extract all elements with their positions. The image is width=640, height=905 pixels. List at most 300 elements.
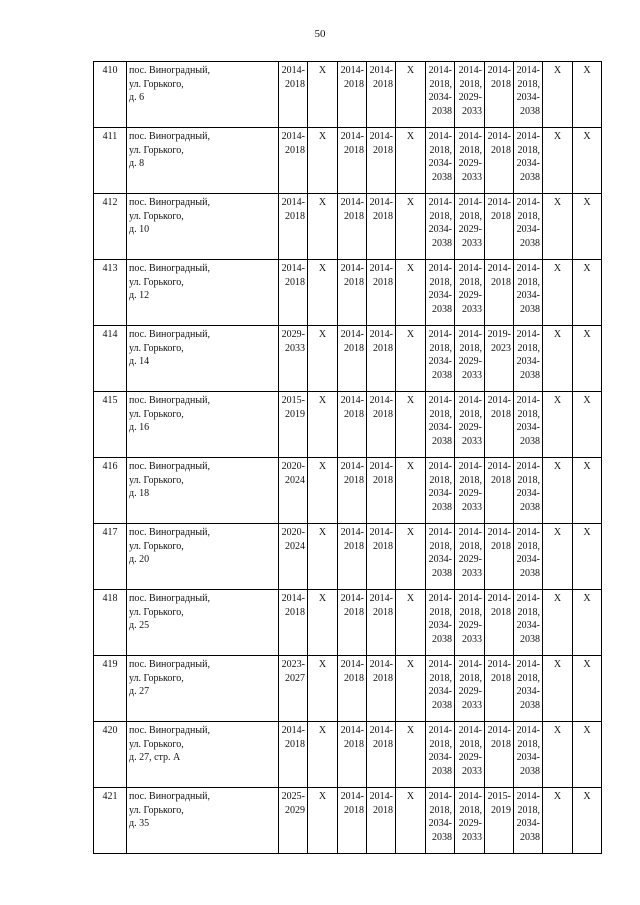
period-cell: [455, 392, 485, 458]
mark-cell: Х: [573, 524, 602, 590]
year-line: 2018,: [429, 210, 452, 222]
year-line: 2014-: [281, 65, 305, 76]
year-line: 2014-: [340, 263, 364, 274]
period-cell: [514, 62, 543, 128]
mark-cell: Х: [308, 722, 338, 788]
address-line: ул. Горького,: [129, 474, 184, 486]
row-number: 417: [94, 524, 127, 590]
table-row: [94, 524, 602, 590]
period-cell: [338, 62, 367, 128]
year-line: 2018: [373, 144, 393, 156]
table-row: [94, 128, 602, 194]
year-line: 2024: [285, 474, 305, 486]
year-line: 2018,: [459, 276, 482, 288]
period-cell: [514, 590, 543, 656]
mark-cell: Х: [573, 260, 602, 326]
year-line: 2020-: [281, 527, 305, 538]
year-line: 2033: [285, 342, 305, 354]
year-line: 2038: [520, 237, 540, 249]
year-line: 2029: [285, 804, 305, 816]
year-line: 2018,: [429, 408, 452, 420]
table-row: [94, 458, 602, 524]
year-line: 2014-: [487, 527, 511, 538]
address-cell: [127, 62, 279, 128]
period-cell: [279, 392, 308, 458]
year-line: 2029-: [458, 422, 482, 433]
year-line: 2029-: [458, 620, 482, 631]
address-line: пос. Виноградный,: [129, 395, 210, 406]
mark-cell: Х: [573, 458, 602, 524]
mark-cell: Х: [396, 524, 426, 590]
table-row: [94, 788, 602, 854]
address-cell: [127, 392, 279, 458]
period-cell: [455, 458, 485, 524]
year-line: 2014-: [487, 461, 511, 472]
year-line: 2014-: [428, 263, 452, 274]
period-cell: [514, 458, 543, 524]
period-cell: [426, 524, 455, 590]
year-line: 2038: [520, 171, 540, 183]
year-line: 2038: [520, 831, 540, 843]
address-line: пос. Виноградный,: [129, 593, 210, 604]
period-cell: [367, 722, 396, 788]
period-cell: [338, 260, 367, 326]
mark-cell: Х: [543, 524, 573, 590]
year-line: 2014-: [428, 527, 452, 538]
year-line: 2038: [432, 303, 452, 315]
year-line: 2019: [491, 804, 511, 816]
year-line: 2034-: [516, 224, 540, 235]
year-line: 2038: [432, 105, 452, 117]
address-line: д. 25: [129, 620, 150, 631]
year-line: 2014-: [369, 329, 393, 340]
period-cell: [338, 326, 367, 392]
year-line: 2018: [285, 78, 305, 90]
address-line: ул. Горького,: [129, 78, 184, 90]
period-cell: [455, 656, 485, 722]
row-number: 415: [94, 392, 127, 458]
year-line: 2014-: [369, 263, 393, 274]
year-line: 2018,: [429, 606, 452, 618]
year-line: 2038: [432, 567, 452, 579]
mark-cell: Х: [308, 260, 338, 326]
year-line: 2034-: [428, 290, 452, 301]
address-cell: [127, 326, 279, 392]
year-line: 2018: [344, 540, 364, 552]
period-cell: [455, 590, 485, 656]
year-line: 2014-: [428, 461, 452, 472]
page-number: 50: [314, 28, 326, 40]
period-cell: [485, 260, 514, 326]
year-line: 2018: [344, 78, 364, 90]
period-cell: [279, 326, 308, 392]
address-cell: [127, 590, 279, 656]
mark-cell: Х: [543, 194, 573, 260]
year-line: 2014-: [428, 593, 452, 604]
year-line: 2014-: [428, 395, 452, 406]
year-line: 2014-: [369, 725, 393, 736]
row-number: 418: [94, 590, 127, 656]
address-line: д. 6: [129, 92, 145, 103]
row-number: 411: [94, 128, 127, 194]
year-line: 2014-: [340, 395, 364, 406]
year-line: 2038: [432, 831, 452, 843]
year-line: 2018: [373, 738, 393, 750]
period-cell: [426, 458, 455, 524]
year-line: 2014-: [516, 659, 540, 670]
year-line: 2018: [373, 276, 393, 288]
year-line: 2014-: [428, 197, 452, 208]
period-cell: [338, 590, 367, 656]
mark-cell: Х: [543, 260, 573, 326]
address-line: пос. Виноградный,: [129, 65, 210, 76]
year-line: 2034-: [516, 158, 540, 169]
period-cell: [367, 590, 396, 656]
year-line: 2018,: [517, 210, 540, 222]
year-line: 2018: [491, 210, 511, 222]
year-line: 2038: [520, 765, 540, 777]
mark-cell: Х: [396, 128, 426, 194]
table-row: [94, 326, 602, 392]
row-number: 419: [94, 656, 127, 722]
address-line: пос. Виноградный,: [129, 263, 210, 274]
address-line: д. 35: [129, 818, 150, 829]
mark-cell: Х: [573, 656, 602, 722]
year-line: 2014-: [340, 791, 364, 802]
year-line: 2034-: [428, 158, 452, 169]
year-line: 2038: [432, 633, 452, 645]
year-line: 2014-: [516, 791, 540, 802]
mark-cell: Х: [543, 62, 573, 128]
year-line: 2014-: [458, 131, 482, 142]
year-line: 2018: [344, 474, 364, 486]
address-cell: [127, 788, 279, 854]
period-cell: [367, 128, 396, 194]
year-line: 2038: [520, 369, 540, 381]
period-cell: [279, 524, 308, 590]
year-line: 2018,: [459, 144, 482, 156]
table-row: [94, 656, 602, 722]
year-line: 2014-: [428, 659, 452, 670]
year-line: 2018: [344, 144, 364, 156]
year-line: 2018: [491, 606, 511, 618]
period-cell: [514, 722, 543, 788]
year-line: 2014-: [340, 593, 364, 604]
year-line: 2038: [432, 765, 452, 777]
address-line: пос. Виноградный,: [129, 461, 210, 472]
period-cell: [279, 590, 308, 656]
address-line: пос. Виноградный,: [129, 329, 210, 340]
year-line: 2034-: [516, 356, 540, 367]
mark-cell: Х: [573, 722, 602, 788]
year-line: 2018: [491, 672, 511, 684]
year-line: 2014-: [458, 593, 482, 604]
mark-cell: Х: [396, 326, 426, 392]
period-cell: [426, 392, 455, 458]
year-line: 2033: [462, 699, 482, 711]
year-line: 2034-: [516, 620, 540, 631]
year-line: 2018: [373, 804, 393, 816]
year-line: 2019-: [487, 329, 511, 340]
year-line: 2018,: [429, 342, 452, 354]
period-cell: [426, 194, 455, 260]
year-line: 2038: [520, 435, 540, 447]
period-cell: [485, 788, 514, 854]
mark-cell: Х: [543, 788, 573, 854]
year-line: 2018,: [429, 144, 452, 156]
period-cell: [338, 194, 367, 260]
period-cell: [455, 722, 485, 788]
mark-cell: Х: [396, 788, 426, 854]
year-line: 2018,: [517, 144, 540, 156]
year-line: 2034-: [516, 290, 540, 301]
year-line: 2034-: [516, 488, 540, 499]
row-number: 414: [94, 326, 127, 392]
period-cell: [485, 590, 514, 656]
mark-cell: Х: [396, 656, 426, 722]
year-line: 2014-: [369, 659, 393, 670]
year-line: 2014-: [458, 791, 482, 802]
year-line: 2018: [285, 738, 305, 750]
year-line: 2034-: [428, 92, 452, 103]
year-line: 2014-: [281, 263, 305, 274]
year-line: 2018: [373, 540, 393, 552]
year-line: 2034-: [516, 554, 540, 565]
row-number: 413: [94, 260, 127, 326]
year-line: 2015-: [281, 395, 305, 406]
year-line: 2018,: [517, 276, 540, 288]
mark-cell: Х: [396, 194, 426, 260]
year-line: 2015-: [487, 791, 511, 802]
address-cell: [127, 524, 279, 590]
year-line: 2018: [373, 672, 393, 684]
year-line: 2014-: [281, 131, 305, 142]
period-cell: [455, 260, 485, 326]
year-line: 2014-: [516, 527, 540, 538]
year-line: 2018: [344, 606, 364, 618]
year-line: 2018,: [459, 408, 482, 420]
year-line: 2018: [373, 210, 393, 222]
address-line: пос. Виноградный,: [129, 725, 210, 736]
year-line: 2014-: [458, 65, 482, 76]
year-line: 2038: [432, 435, 452, 447]
year-line: 2014-: [340, 527, 364, 538]
year-line: 2014-: [340, 725, 364, 736]
year-line: 2014-: [516, 461, 540, 472]
year-line: 2018,: [517, 342, 540, 354]
period-cell: [338, 458, 367, 524]
period-cell: [514, 260, 543, 326]
year-line: 2018,: [429, 540, 452, 552]
address-cell: [127, 128, 279, 194]
year-line: 2018: [491, 408, 511, 420]
period-cell: [455, 62, 485, 128]
year-line: 2018,: [517, 408, 540, 420]
year-line: 2014-: [458, 263, 482, 274]
period-cell: [426, 128, 455, 194]
year-line: 2033: [462, 303, 482, 315]
period-cell: [426, 260, 455, 326]
address-line: ул. Горького,: [129, 408, 184, 420]
row-number: 421: [94, 788, 127, 854]
table-row: [94, 392, 602, 458]
year-line: 2038: [432, 369, 452, 381]
year-line: 2018,: [517, 474, 540, 486]
year-line: 2018,: [459, 474, 482, 486]
period-cell: [426, 326, 455, 392]
year-line: 2018: [491, 540, 511, 552]
mark-cell: Х: [543, 590, 573, 656]
table-row: [94, 62, 602, 128]
year-line: 2014-: [369, 65, 393, 76]
mark-cell: Х: [308, 392, 338, 458]
mark-cell: Х: [396, 722, 426, 788]
address-line: д. 18: [129, 488, 150, 499]
address-line: ул. Горького,: [129, 738, 184, 750]
period-cell: [367, 392, 396, 458]
year-line: 2023-: [281, 659, 305, 670]
address-cell: [127, 458, 279, 524]
period-cell: [485, 128, 514, 194]
year-line: 2018: [373, 342, 393, 354]
year-line: 2018: [344, 210, 364, 222]
year-line: 2034-: [428, 422, 452, 433]
year-line: 2018: [344, 738, 364, 750]
period-cell: [367, 194, 396, 260]
year-line: 2014-: [487, 659, 511, 670]
period-cell: [485, 194, 514, 260]
period-cell: [514, 128, 543, 194]
period-cell: [485, 392, 514, 458]
period-cell: [338, 524, 367, 590]
address-line: ул. Горького,: [129, 144, 184, 156]
year-line: 2038: [520, 699, 540, 711]
year-line: 2033: [462, 831, 482, 843]
year-line: 2014-: [458, 527, 482, 538]
period-cell: [367, 260, 396, 326]
address-line: пос. Виноградный,: [129, 659, 210, 670]
period-cell: [485, 62, 514, 128]
table-row: [94, 260, 602, 326]
period-cell: [338, 656, 367, 722]
year-line: 2018: [344, 276, 364, 288]
year-line: 2034-: [428, 818, 452, 829]
year-line: 2018,: [429, 474, 452, 486]
year-line: 2014-: [458, 725, 482, 736]
period-cell: [338, 722, 367, 788]
year-line: 2018,: [517, 672, 540, 684]
year-line: 2014-: [340, 329, 364, 340]
address-line: ул. Горького,: [129, 606, 184, 618]
year-line: 2034-: [428, 488, 452, 499]
period-cell: [426, 62, 455, 128]
mark-cell: Х: [573, 590, 602, 656]
period-cell: [279, 788, 308, 854]
mark-cell: Х: [573, 62, 602, 128]
period-cell: [338, 128, 367, 194]
year-line: 2029-: [458, 554, 482, 565]
address-cell: [127, 260, 279, 326]
year-line: 2014-: [516, 197, 540, 208]
year-line: 2020-: [281, 461, 305, 472]
year-line: 2014-: [516, 329, 540, 340]
address-line: д. 10: [129, 224, 150, 235]
year-line: 2018: [344, 342, 364, 354]
period-cell: [485, 326, 514, 392]
year-line: 2029-: [458, 752, 482, 763]
mark-cell: Х: [543, 128, 573, 194]
period-cell: [455, 326, 485, 392]
mark-cell: Х: [308, 656, 338, 722]
year-line: 2038: [520, 303, 540, 315]
mark-cell: Х: [543, 458, 573, 524]
period-cell: [455, 128, 485, 194]
year-line: 2014-: [340, 197, 364, 208]
year-line: 2018,: [429, 738, 452, 750]
address-line: д. 8: [129, 158, 145, 169]
year-line: 2014-: [458, 659, 482, 670]
year-line: 2034-: [516, 422, 540, 433]
year-line: 2018: [285, 210, 305, 222]
address-line: д. 27, стр. А: [129, 752, 181, 763]
period-cell: [426, 590, 455, 656]
year-line: 2029-: [458, 686, 482, 697]
row-number: 410: [94, 62, 127, 128]
period-cell: [514, 392, 543, 458]
year-line: 2029-: [458, 290, 482, 301]
year-line: 2018,: [459, 210, 482, 222]
row-number: 420: [94, 722, 127, 788]
year-line: 2014-: [340, 461, 364, 472]
year-line: 2014-: [487, 263, 511, 274]
year-line: 2018,: [459, 738, 482, 750]
year-line: 2023: [491, 342, 511, 354]
mark-cell: Х: [573, 128, 602, 194]
period-cell: [367, 524, 396, 590]
year-line: 2018: [344, 804, 364, 816]
mark-cell: Х: [396, 458, 426, 524]
year-line: 2014-: [458, 461, 482, 472]
year-line: 2038: [520, 633, 540, 645]
address-line: д. 27: [129, 686, 150, 697]
year-line: 2018: [285, 276, 305, 288]
year-line: 2014-: [428, 131, 452, 142]
year-line: 2018,: [517, 804, 540, 816]
year-line: 2034-: [428, 686, 452, 697]
year-line: 2018,: [517, 606, 540, 618]
year-line: 2014-: [369, 527, 393, 538]
year-line: 2018,: [459, 804, 482, 816]
period-cell: [338, 392, 367, 458]
year-line: 2034-: [428, 554, 452, 565]
year-line: 2018: [373, 78, 393, 90]
year-line: 2014-: [340, 65, 364, 76]
year-line: 2018,: [429, 276, 452, 288]
year-line: 2014-: [516, 263, 540, 274]
year-line: 2033: [462, 171, 482, 183]
year-line: 2018,: [459, 78, 482, 90]
year-line: 2014-: [369, 593, 393, 604]
address-line: ул. Горького,: [129, 540, 184, 552]
year-line: 2034-: [516, 686, 540, 697]
year-line: 2014-: [369, 131, 393, 142]
period-cell: [485, 458, 514, 524]
year-line: 2018,: [517, 540, 540, 552]
year-line: 2033: [462, 369, 482, 381]
year-line: 2014-: [369, 197, 393, 208]
year-line: 2029-: [281, 329, 305, 340]
year-line: 2014-: [487, 131, 511, 142]
